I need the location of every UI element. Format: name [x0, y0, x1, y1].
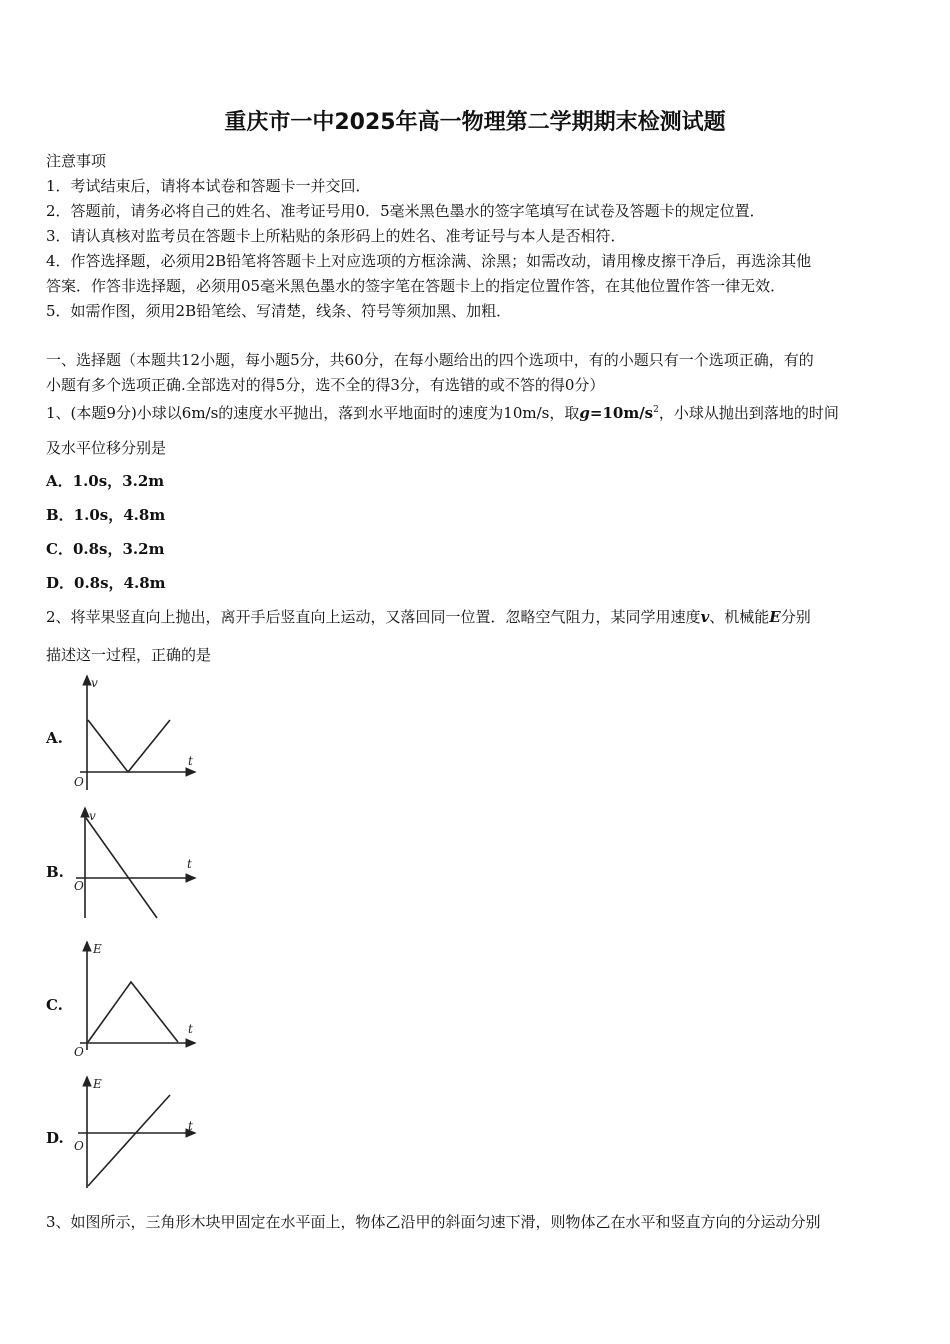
axis-label-t: t	[188, 1119, 193, 1133]
page-title: 重庆市一中2025年高一物理第二学期期末检测试题	[224, 110, 726, 135]
q1-text: 1、(本题9分)小球以6m/s的速度水平抛出，落到水平地面时的速度为10m/s，取	[46, 404, 580, 422]
q1-sup: 2	[653, 405, 659, 415]
q2-text: 、机械能	[709, 608, 770, 626]
notice-item: 4．作答选择题，必须用2B铅笔将答题卡上对应选项的方框涂满、涂黑；如需改动，请用橡皮擦干净后，再选涂其他	[46, 252, 812, 270]
notice-item: 5．如需作图，须用2B铅笔绘、写清楚，线条、符号等须加黑、加粗．	[46, 302, 512, 320]
notice-item: 2．答题前，请务必将自己的姓名、准考证号用0．5毫米黑色墨水的签字笔填写在试卷及答题卡的规定位置．	[46, 202, 765, 220]
question-2-stem-cont: 描述这一过程，正确的是	[46, 646, 212, 664]
question-1-stem-cont: 及水平位移分别是	[46, 439, 167, 457]
q2-option-b-label: B.	[46, 863, 64, 881]
q1-g: g	[579, 404, 590, 422]
graph-b	[74, 808, 195, 918]
axis-label-e: E	[93, 942, 102, 956]
q2-option-a-label: A.	[46, 729, 63, 747]
section-heading: 一、选择题（本题共12小题，每小题5分，共60分，在每小题给出的四个选项中，有的小题只有一个选项正确，有的	[46, 351, 814, 369]
graph-a	[74, 676, 195, 790]
question-3-stem: 3、如图所示，三角形木块甲固定在水平面上，物体乙沿甲的斜面匀速下滑，则物体乙在水平和竖直方向的分运动分别	[46, 1213, 821, 1231]
q1-option-a: A．1.0s，3.2m	[46, 472, 165, 490]
section-heading: 小题有多个选项正确.全部选对的得5分，选不全的得3分，有选错的或不答的得0分）	[46, 376, 605, 394]
axis-label-v: v	[89, 809, 96, 823]
v-t-line	[86, 818, 157, 918]
axis-label-t: t	[188, 1022, 193, 1036]
axis-label-t: t	[188, 754, 193, 768]
e-t-line	[88, 1095, 170, 1186]
graph-d	[74, 1077, 195, 1188]
origin-label: O	[74, 879, 84, 893]
q2-v: v	[700, 608, 710, 626]
origin-label: O	[74, 1045, 84, 1059]
e-t-line	[88, 982, 178, 1042]
q2-option-c-label: C.	[46, 996, 63, 1014]
q2-option-d-label: D.	[46, 1129, 64, 1147]
axis-label-e: E	[93, 1077, 102, 1091]
q1-text: ，小球从抛出到落地的时间	[658, 404, 839, 422]
notice-item: 答案．作答非选择题，必须用05毫米黑色墨水的签字笔在答题卡上的指定位置作答，在其他位置作答一律无效．	[46, 277, 786, 295]
notice-heading: 注意事项	[46, 152, 107, 170]
axis-label-t: t	[187, 857, 192, 871]
q2-text: 分别	[780, 608, 811, 626]
origin-label: O	[74, 775, 84, 789]
q1-option-d: D．0.8s，4.8m	[46, 574, 166, 592]
q1-text: =10m/s	[589, 404, 654, 422]
notice-item: 1．考试结束后，请将本试卷和答题卡一并交回．	[46, 177, 371, 195]
q1-option-c: C．0.8s，3.2m	[46, 540, 165, 558]
q2-E: E	[769, 608, 781, 626]
q2-text: 2、将苹果竖直向上抛出，离开手后竖直向上运动，又落回同一位置．忽略空气阻力，某同学用速度	[46, 608, 701, 626]
v-t-line	[88, 720, 170, 772]
notice-item: 3．请认真核对监考员在答题卡上所粘贴的条形码上的姓名、准考证号与本人是否相符．	[46, 227, 626, 245]
graph-c	[74, 942, 195, 1059]
axis-label-v: v	[91, 676, 98, 690]
q1-option-b: B．1.0s，4.8m	[46, 506, 166, 524]
origin-label: O	[74, 1139, 84, 1153]
